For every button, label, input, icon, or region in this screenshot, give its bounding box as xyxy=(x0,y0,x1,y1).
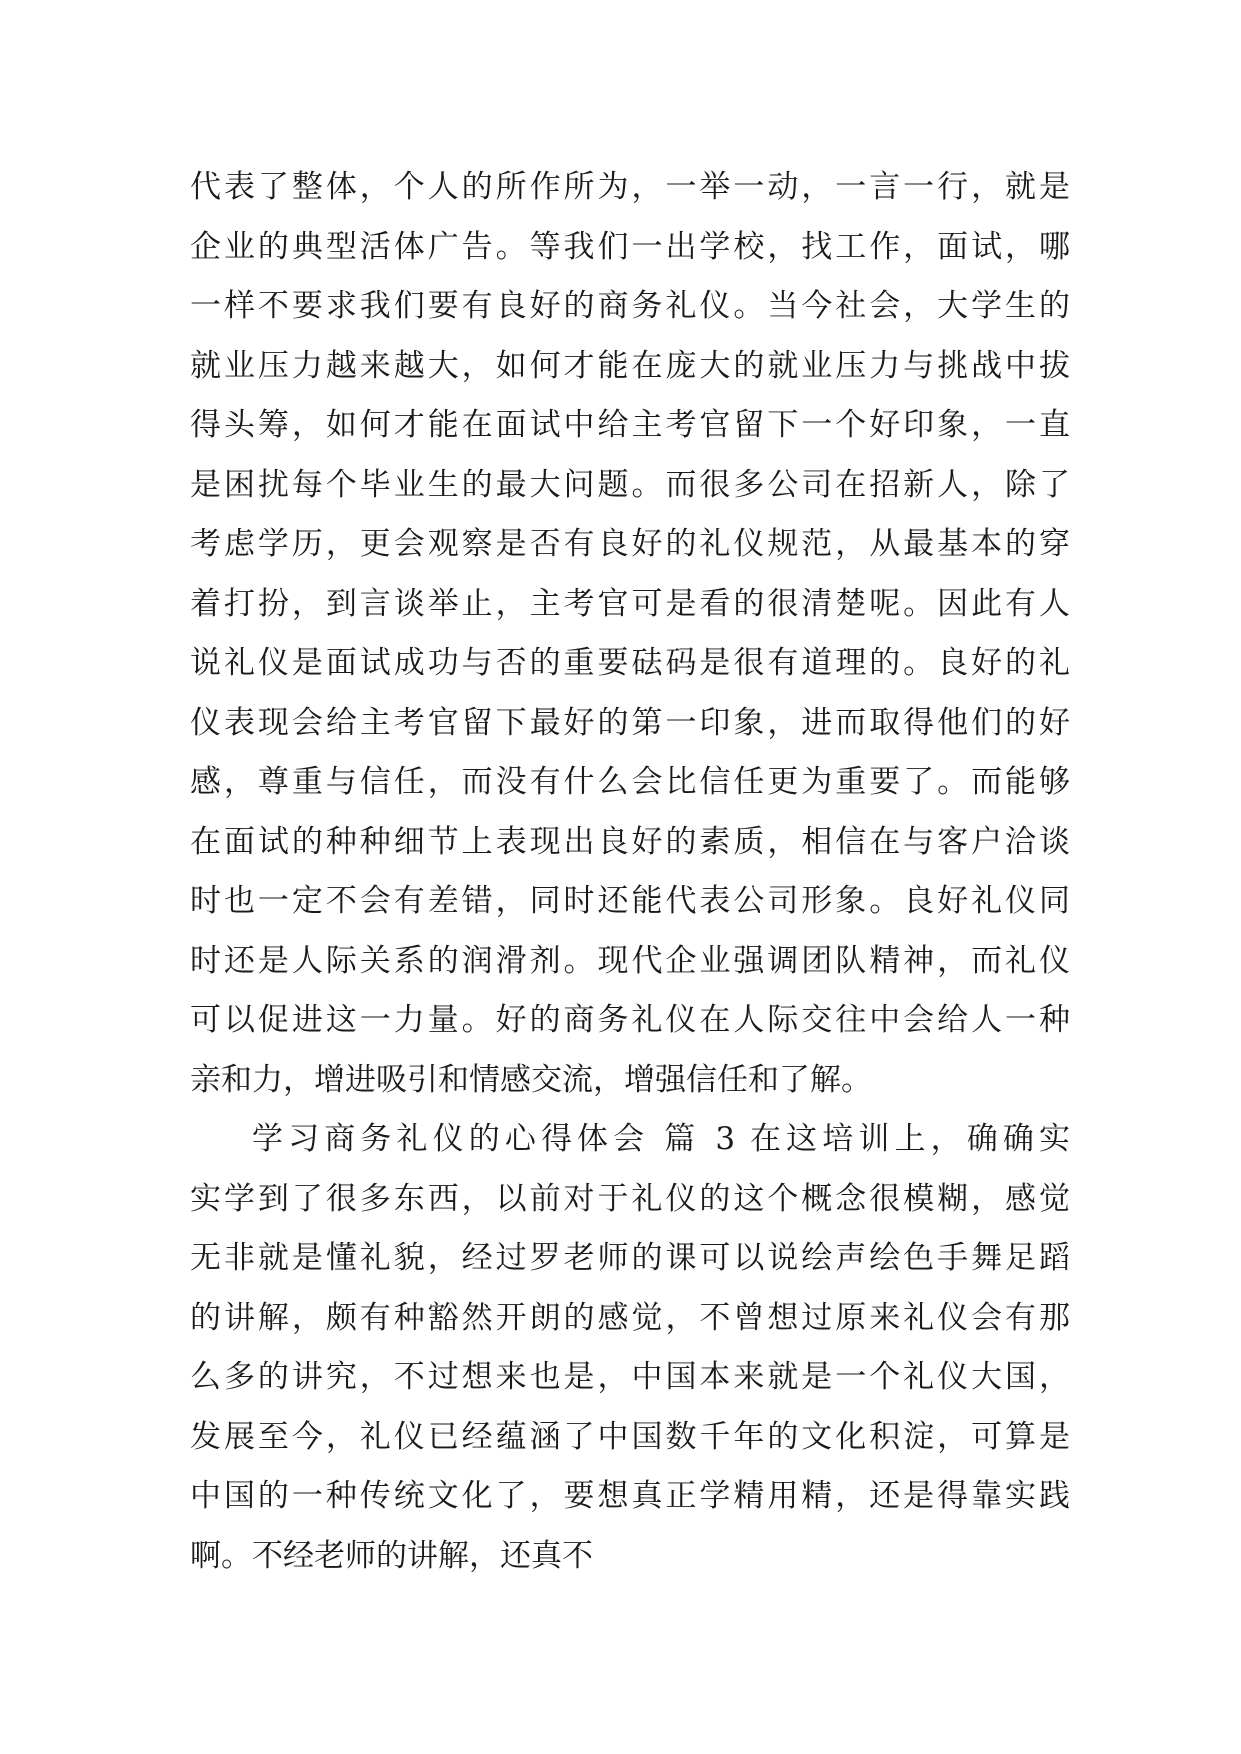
text-line: 仪表现会给主考官留下最好的第一印象，进而取得他们的好 xyxy=(190,704,1070,741)
text-line: 亲和力，增进吸引和情感交流，增强信任和了解。 xyxy=(190,1061,872,1098)
text-line: 一样不要求我们要有良好的商务礼仪。当今社会，大学生的 xyxy=(190,288,1070,324)
text-line: 的讲解，颇有种豁然开朗的感觉，不曾想过原来礼仪会有那 xyxy=(190,1299,1070,1336)
text-line: 时也一定不会有差错，同时还能代表公司形象。良好礼仪同 xyxy=(190,883,1070,919)
text-line: 说礼仪是面试成功与否的重要砝码是很有道理的。良好的礼 xyxy=(190,645,1070,681)
body-text xyxy=(190,158,1070,1586)
text-line: 发展至今，礼仪已经蕴涵了中国数千年的文化积淀，可算是 xyxy=(190,1418,1070,1455)
text-line: 着打扮，到言谈举止，主考官可是看的很清楚呢。因此有人 xyxy=(190,585,1070,622)
text-line: 可以促进这一力量。好的商务礼仪在人际交往中会给人一种 xyxy=(190,1002,1070,1038)
text-line: 实学到了很多东西，以前对于礼仪的这个概念很模糊，感觉 xyxy=(190,1180,1070,1217)
section-heading-line: 学习商务礼仪的心得体会 篇 3 在这培训上，确确实 xyxy=(252,1121,1070,1157)
text-line: 啊。不经老师的讲解，还真不 xyxy=(190,1537,593,1574)
text-line: 感，尊重与信任，而没有什么会比信任更为重要了。而能够 xyxy=(190,764,1070,800)
text-line: 代表了整体，个人的所作所为，一举一动，一言一行，就是 xyxy=(190,169,1070,205)
text-line: 是困扰每个毕业生的最大问题。而很多公司在招新人，除了 xyxy=(190,466,1070,503)
text-line: 在面试的种种细节上表现出良好的素质，相信在与客户洽谈 xyxy=(190,823,1070,860)
text-line: 无非就是懂礼貌，经过罗老师的课可以说绘声绘色手舞足蹈 xyxy=(190,1240,1070,1276)
text-line: 时还是人际关系的润滑剂。现代企业强调团队精神，而礼仪 xyxy=(190,942,1070,979)
text-line: 中国的一种传统文化了，要想真正学精用精，还是得靠实践 xyxy=(190,1478,1070,1514)
text-line: 得头筹，如何才能在面试中给主考官留下一个好印象，一直 xyxy=(190,407,1070,443)
text-line: 就业压力越来越大，如何才能在庞大的就业压力与挑战中拔 xyxy=(190,347,1070,384)
text-line: 企业的典型活体广告。等我们一出学校，找工作，面试，哪 xyxy=(190,228,1070,265)
text-line: 么多的讲究，不过想来也是，中国本来就是一个礼仪大国， xyxy=(190,1359,1070,1395)
text-line: 考虑学历，更会观察是否有良好的礼仪规范，从最基本的穿 xyxy=(190,526,1070,562)
